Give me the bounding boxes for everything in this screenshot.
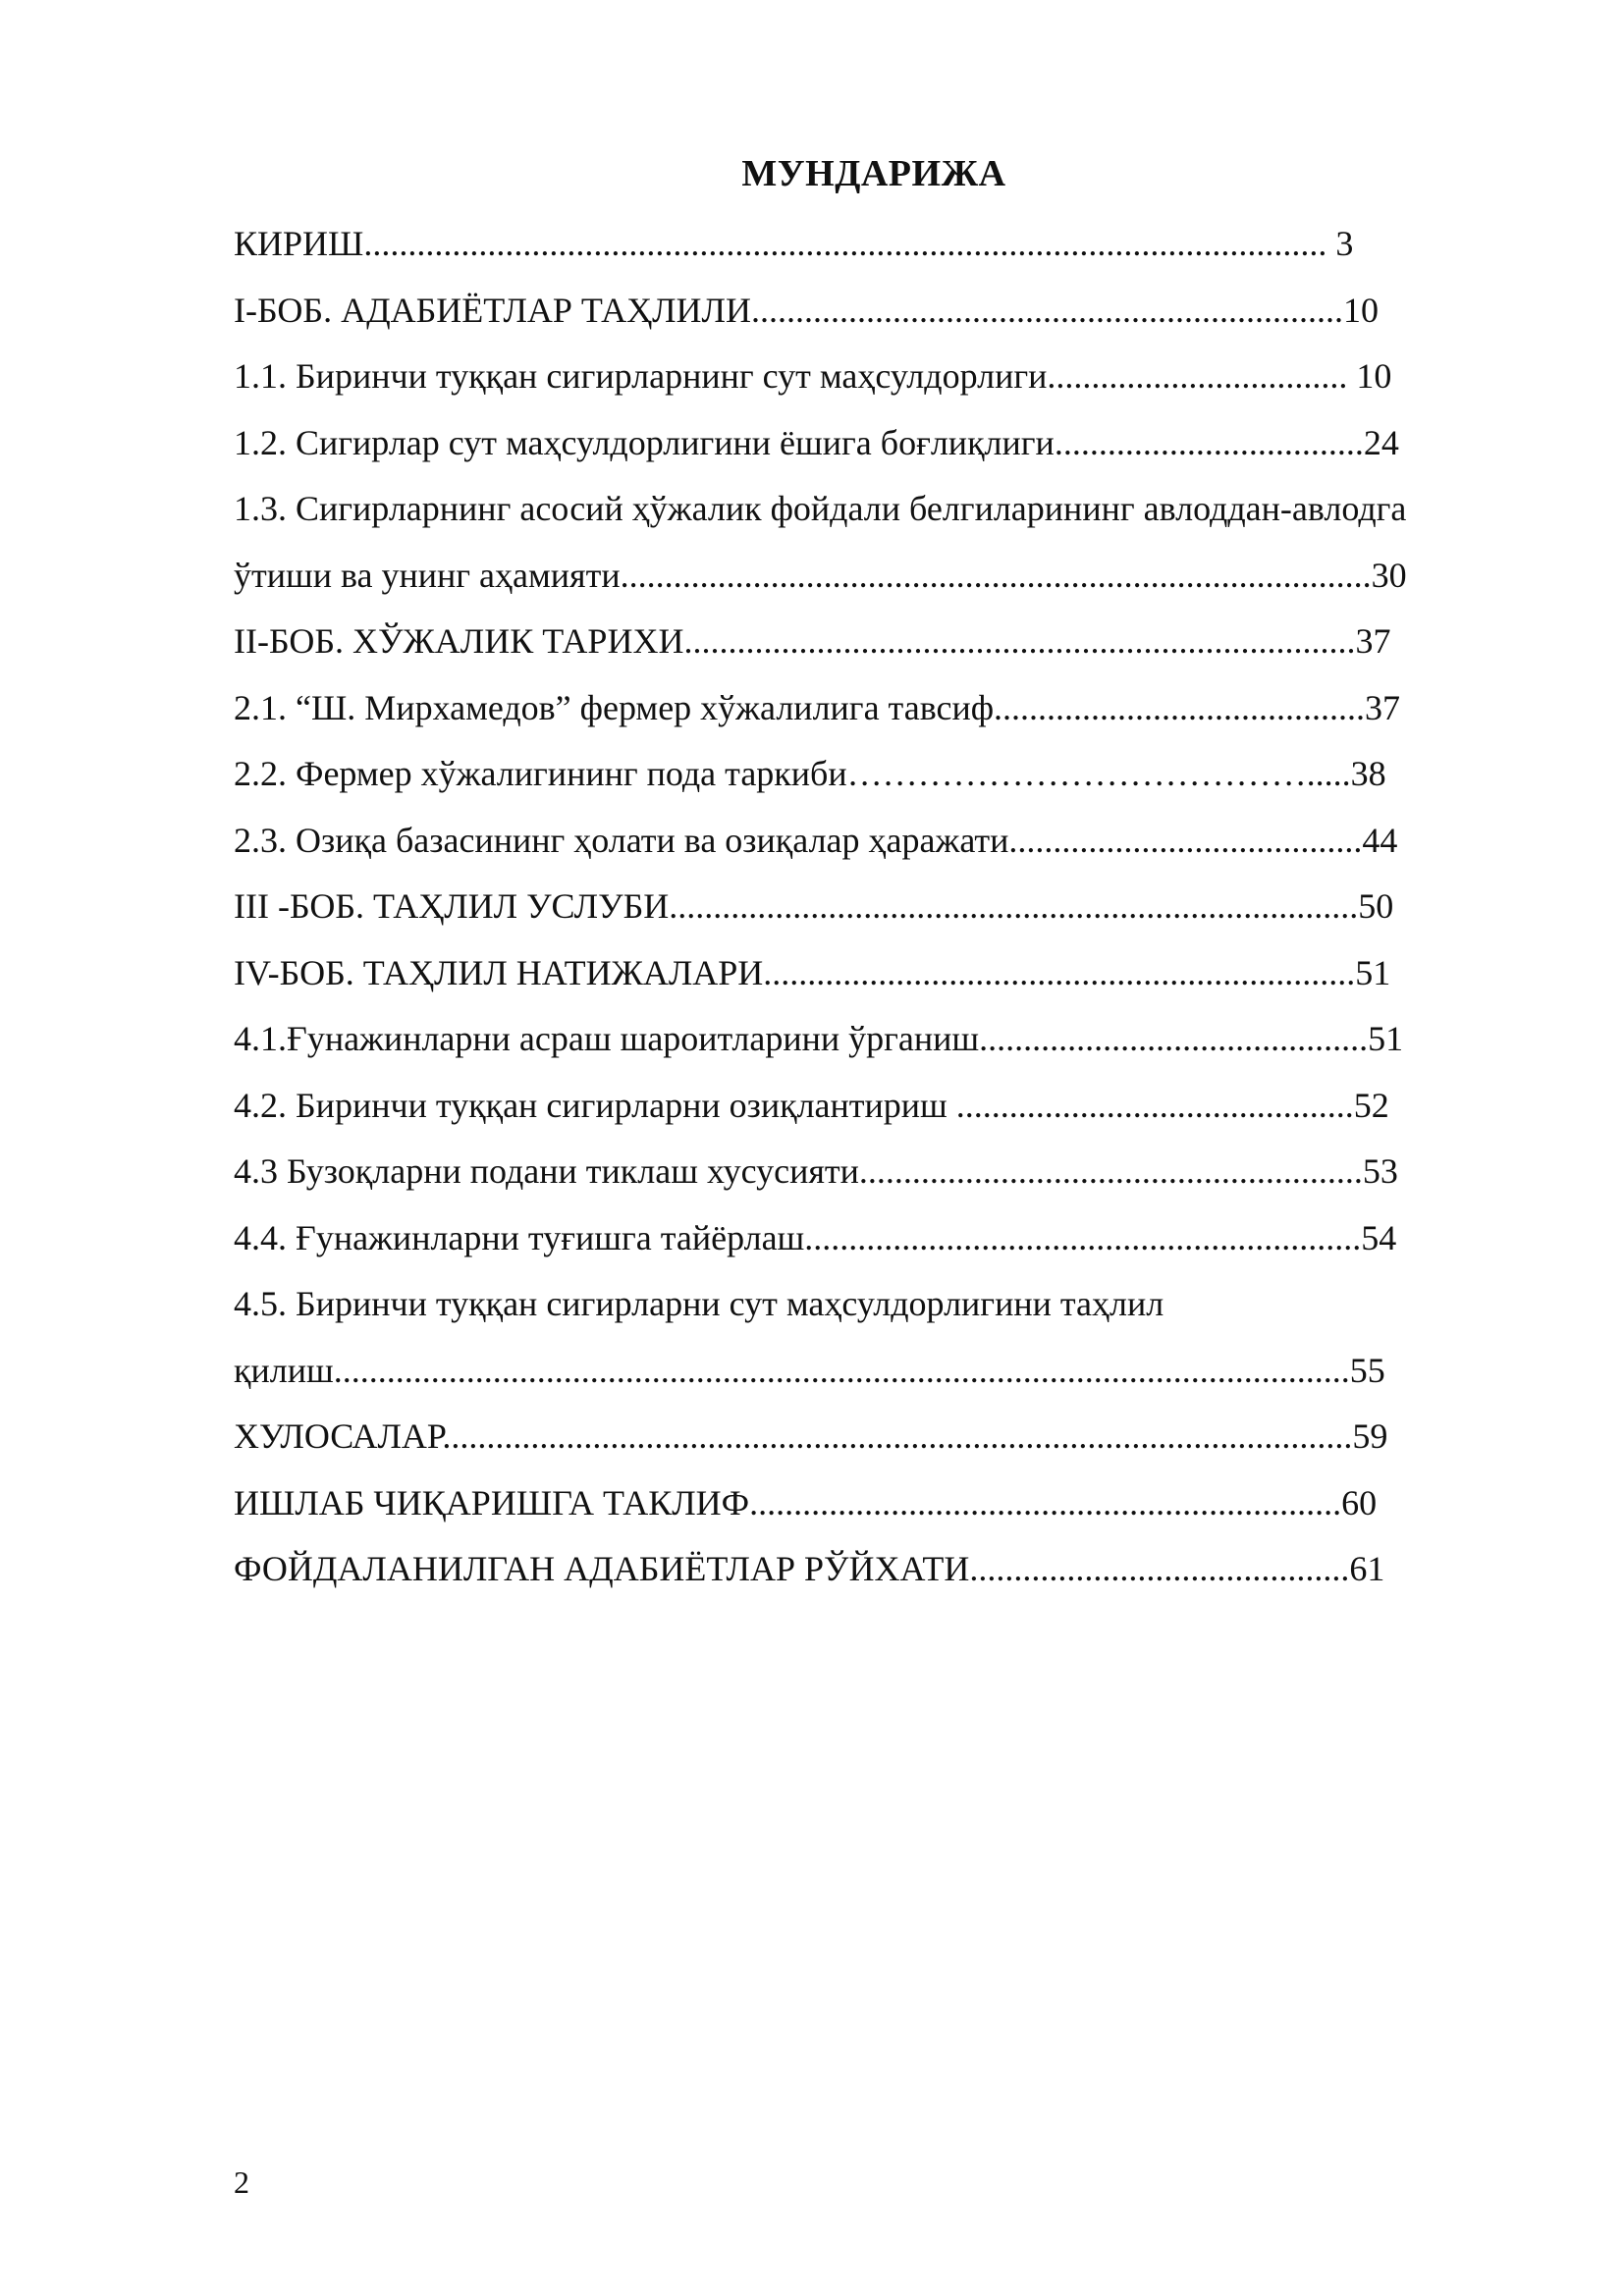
- toc-entry-2-1: 2.1. “Ш. Мирхамедов” фермер хўжалилига тавсиф..........................................37: [234, 687, 1401, 727]
- toc-entry-1-1: 1.1. Биринчи туққан сигирларнинг сут маҳсулдорлиги.................................. 10: [234, 356, 1392, 396]
- toc-entry-conclusions: ХУЛОСАЛАР.......................................................................................................59: [234, 1416, 1388, 1456]
- toc-entry-4-4: 4.4. Ғунажинларни туғишга тайёрлаш...............................................................54: [234, 1217, 1397, 1257]
- toc-entry-2-2: 2.2. Фермер хўжалигининг пода таркиби………………………………….....38: [234, 754, 1386, 793]
- toc-entry-introduction: КИРИШ............................................................................................................. 3: [234, 224, 1354, 263]
- page-number: 2: [234, 2164, 249, 2200]
- toc-entry-4-1: 4.1.Ғунажинларни асраш шароитларини ўрганиш............................................51: [234, 1019, 1404, 1058]
- toc-entry-4-3: 4.3 Бузоқларни подани тиклаш хусусияти.........................................................53: [234, 1151, 1398, 1191]
- toc-entry-1-3-continued: ўтиши ва унинг аҳамияти.....................................................................................30: [234, 555, 1407, 595]
- toc-entry-chapter-4: IV-БОБ. ТАҲЛИЛ НАТИЖАЛАРИ...................................................................51: [234, 952, 1391, 992]
- toc-entry-chapter-3: III -БОБ. ТАҲЛИЛ УСЛУБИ..............................................................................50: [234, 886, 1394, 926]
- page-title: МУНДАРИЖА: [741, 153, 1006, 194]
- table-of-contents: [234, 211, 1520, 1603]
- toc-entry-1-3: 1.3. Сигирларнинг асосий ҳўжалик фойдали белгиларининг авлоддан-авлодга: [234, 489, 1407, 528]
- toc-entry-1-2: 1.2. Сигирлар сут маҳсулдорлигини ёшига боғлиқлиги...................................24: [234, 422, 1399, 462]
- toc-entry-chapter-1: I-БОБ. АДАБИЁТЛАР ТАҲЛИЛИ...................................................................10: [234, 290, 1379, 330]
- toc-entry-4-2: 4.2. Биринчи туққан сигирларни озиқлантириш .............................................52: [234, 1085, 1389, 1125]
- toc-entry-4-5: 4.5. Биринчи туққан сигирларни сут маҳсулдорлигини таҳлил: [234, 1284, 1164, 1323]
- toc-entry-proposal: ИШЛАБ ЧИҚАРИШГА ТАКЛИФ...................................................................60: [234, 1482, 1378, 1522]
- toc-entry-4-5-continued: қилиш...................................................................................................................55: [234, 1350, 1385, 1390]
- toc-entry-chapter-2: II-БОБ. ХЎЖАЛИК ТАРИХИ............................................................................37: [234, 621, 1391, 661]
- toc-entry-references: ФОЙДАЛАНИЛГАН АДАБИЁТЛАР РЎЙХАТИ...........................................61: [234, 1549, 1385, 1588]
- toc-entry-2-3: 2.3. Озиқа базасининг ҳолати ва озиқалар ҳаражати........................................44: [234, 820, 1398, 860]
